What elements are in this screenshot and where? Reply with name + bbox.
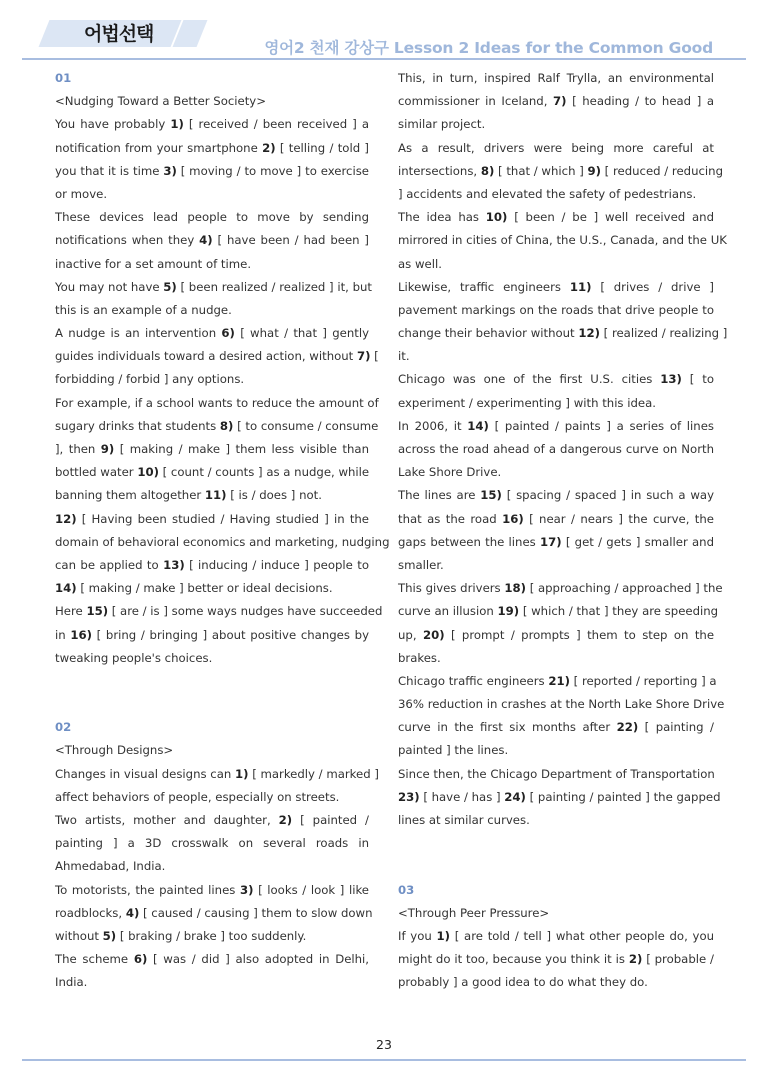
right-column (398, 67, 728, 995)
text-line: or move. (55, 186, 108, 201)
text-line: <Through Peer Pressure> (398, 905, 550, 920)
text-line: Chicago was one of the first U.S. cities 13) [ to (398, 372, 714, 387)
text-line: guides individuals toward a desired action, without 7) [ (55, 349, 379, 364)
text-line: it. (398, 349, 410, 364)
header-divider (22, 58, 746, 60)
text-line: 14) [ making / make ] better or ideal decisions. (55, 581, 333, 596)
text-line: notification from your smartphone 2) [ telling / told ] (55, 140, 369, 155)
text-line: probably ] a good idea to do what they do. (398, 975, 648, 990)
text-line: 12) [ Having been studied / Having studied ] in the (55, 511, 369, 526)
footer-divider (22, 1059, 746, 1061)
passage-number: 01 (55, 71, 72, 85)
text-line: can be applied to 13) [ inducing / induce ] people to (55, 557, 369, 572)
text-line: similar project. (398, 117, 486, 132)
left-column (55, 67, 390, 995)
spacer (55, 693, 369, 716)
page-number: 23 (376, 1037, 392, 1052)
text-line: India. (55, 975, 88, 990)
section-tab-label: 어법선택 (84, 23, 154, 45)
text-line: <Through Designs> (55, 743, 174, 758)
text-line: The scheme 6) [ was / did ] also adopted in Delhi, (55, 952, 369, 967)
text-line: as well. (398, 256, 442, 271)
lesson-title: 영어2 천재 강상구 Lesson 2 Ideas for the Common Good (264, 39, 713, 57)
spacer (398, 832, 714, 855)
text-line: Likewise, traffic engineers 11) [ drives / drive ] (398, 279, 714, 294)
page-header (0, 0, 768, 62)
text-line: across the road ahead of a dangerous curve on North (398, 442, 714, 456)
text-line: Changes in visual designs can 1) [ markedly / marked ] (55, 766, 379, 781)
text-line: up, 20) [ prompt / prompts ] them to step on the (398, 627, 715, 642)
text-line: ], then 9) [ making / make ] them less visible than (55, 442, 369, 456)
text-line: change their behavior without 12) [ realized / realizing ] (398, 326, 728, 341)
text-line: ] accidents and elevated the safety of pedestrians. (398, 186, 697, 201)
text-line: <Nudging Toward a Better Society> (55, 94, 267, 109)
text-line: without 5) [ braking / brake ] too suddenly. (55, 928, 307, 943)
text-line: domain of behavioral economics and marketing, nudging (55, 534, 390, 549)
text-line: this is an example of a nudge. (55, 302, 232, 317)
text-line: This gives drivers 18) [ approaching / approached ] the (398, 581, 723, 596)
text-line: intersections, 8) [ that / which ] 9) [ reduced / reducing (398, 163, 723, 178)
text-line: roadblocks, 4) [ caused / causing ] them to slow down (55, 905, 373, 920)
text-line: forbidding / forbid ] any options. (55, 372, 245, 387)
text-line: For example, if a school wants to reduce the amount of (55, 395, 379, 410)
text-line: You have probably 1) [ received / been received ] a (55, 117, 369, 132)
text-line: This, in turn, inspired Ralf Trylla, an environmental (398, 71, 714, 85)
text-line: In 2006, it 14) [ painted / paints ] a series of lines (398, 418, 714, 433)
text-line: painted ] the lines. (398, 743, 509, 758)
text-line: The idea has 10) [ been / be ] well received and (398, 210, 714, 225)
text-line: in 16) [ bring / bringing ] about positive changes by (55, 627, 369, 642)
text-line: curve an illusion 19) [ which / that ] they are speeding (398, 604, 719, 619)
text-line: These devices lead people to move by sending (55, 210, 369, 225)
spacer (55, 670, 369, 693)
text-line: brakes. (398, 650, 441, 665)
text-line: pavement markings on the roads that drive people to (398, 302, 714, 317)
passage-number: 02 (55, 720, 72, 735)
text-line: Since then, the Chicago Department of Transportation (398, 766, 715, 781)
text-line: gaps between the lines 17) [ get / gets ] smaller and (398, 534, 714, 549)
text-line: lines at similar curves. (398, 813, 530, 827)
text-line: tweaking people's choices. (55, 650, 213, 665)
text-line: inactive for a set amount of time. (55, 256, 252, 271)
text-line: painting ] a 3D crosswalk on several roads in (55, 836, 369, 851)
text-line: Here 15) [ are / is ] some ways nudges have succeeded (55, 604, 383, 619)
text-line: mirrored in cities of China, the U.S., Canada, and the UK (398, 233, 727, 248)
text-line: If you 1) [ are told / tell ] what other people do, you (398, 928, 715, 943)
text-line: The lines are 15) [ spacing / spaced ] in such a way (398, 488, 714, 503)
text-line: smaller. (398, 557, 444, 572)
text-line: bottled water 10) [ count / counts ] as a nudge, while (55, 465, 370, 480)
text-line: Two artists, mother and daughter, 2) [ painted / (55, 813, 369, 827)
text-line: sugary drinks that students 8) [ to consume / consume (55, 418, 379, 433)
text-line: Ahmedabad, India. (55, 859, 166, 874)
text-line: 23) [ have / has ] 24) [ painting / painted ] the gapped (398, 789, 721, 804)
text-line: You may not have 5) [ been realized / realized ] it, but (55, 279, 372, 294)
spacer (398, 855, 714, 878)
text-line: curve in the first six months after 22) [ painting / (398, 720, 714, 735)
text-line: As a result, drivers were being more careful at (398, 140, 714, 155)
text-line: To motorists, the painted lines 3) [ looks / look ] like (55, 882, 369, 897)
text-line: might do it too, because you think it is 2) [ probable / (398, 952, 714, 967)
text-line: 36% reduction in crashes at the North Lake Shore Drive (398, 697, 725, 712)
text-line: Lake Shore Drive. (398, 465, 502, 480)
text-line: notifications when they 4) [ have been / had been ] (55, 233, 369, 248)
text-line: banning them altogether 11) [ is / does ] not. (55, 488, 322, 503)
text-line: you that it is time 3) [ moving / to move ] to exercise (55, 163, 369, 178)
text-line: that as the road 16) [ near / nears ] the curve, the (398, 511, 714, 526)
text-line: Chicago traffic engineers 21) [ reported / reporting ] a (398, 673, 717, 688)
text-line: experiment / experimenting ] with this idea. (398, 395, 656, 410)
passage-number: 03 (398, 882, 415, 897)
text-line: commissioner in Iceland, 7) [ heading / to head ] a (398, 94, 715, 109)
text-line: affect behaviors of people, especially on streets. (55, 789, 340, 804)
text-line: A nudge is an intervention 6) [ what / that ] gently (55, 326, 369, 341)
